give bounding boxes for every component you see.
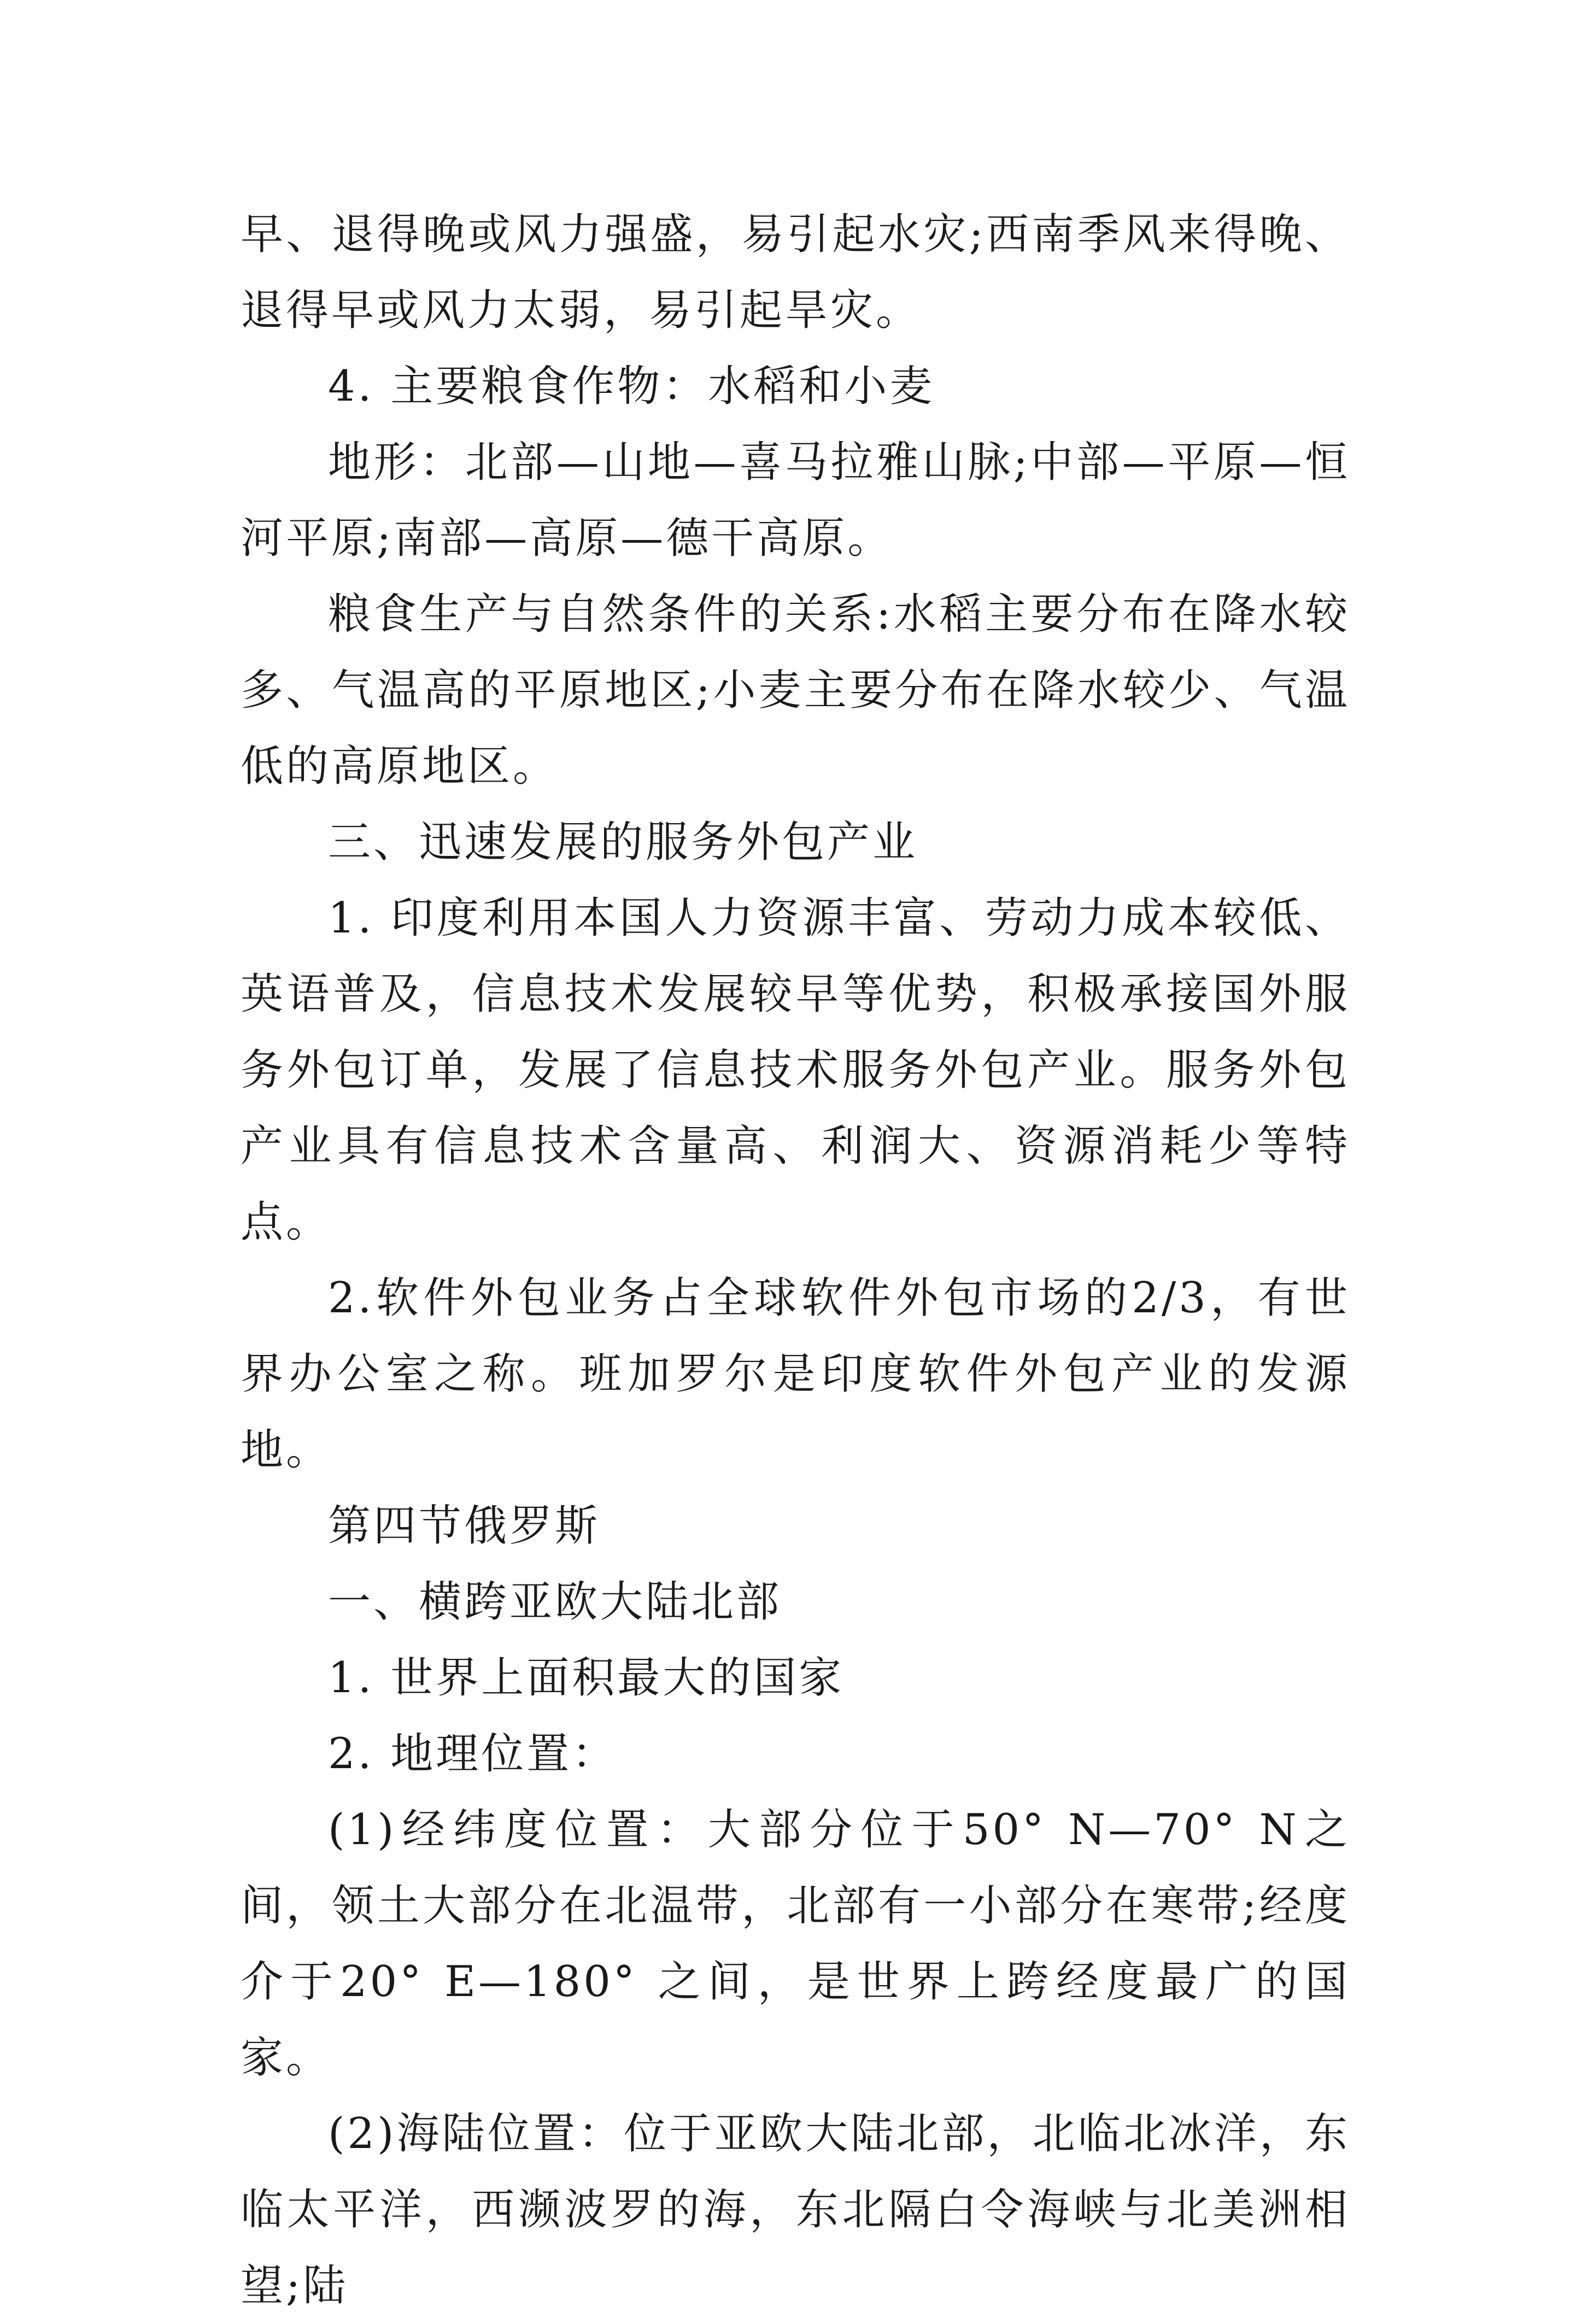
paragraph-main-crops: 4. 主要粮食作物：水稻和小麦: [328, 362, 935, 411]
heading-eurasia-north: 一、横跨亚欧大陆北部: [328, 1577, 782, 1627]
paragraph-outsourcing-advantages: 1. 印度利用本国人力资源丰富、劳动力成本较低、英语普及，信息技术发展较早等优势，积极承接国外服务外包订单，发展了信息技术服务外包产业。服务外包产业具有信息技术含量高、利润大、资源消耗少等特点。: [241, 894, 1350, 1247]
paragraph-software-outsourcing: 2.软件外包业务占全球软件外包市场的2/3，有世界办公室之称。班加罗尔是印度软件外包产业的发源地。: [241, 1273, 1350, 1475]
heading-outsourcing-industry: 三、迅速发展的服务外包产业: [328, 818, 918, 867]
paragraph-geographic-location: 2. 地理位置：: [328, 1729, 618, 1779]
paragraph-largest-country: 1. 世界上面积最大的国家: [328, 1653, 845, 1703]
paragraph-sea-land-position: (2)海陆位置：位于亚欧大陆北部，北临北冰洋，东临太平洋，西濒波罗的海，东北隔白令海峡与北美洲相望;陆: [241, 2109, 1350, 2310]
document-body: [241, 197, 1350, 2324]
heading-section-russia: 第四节俄罗斯: [328, 1501, 601, 1551]
paragraph-terrain: 地形：北部—山地—喜马拉雅山脉;中部—平原—恒河平原;南部—高原—德干高原。: [241, 438, 1350, 563]
paragraph-grain-production: 粮食生产与自然条件的关系:水稻主要分布在降水较多、气温高的平原地区;小麦主要分布在降水较少、气温低的高原地区。: [241, 590, 1350, 791]
paragraph-monsoon-disasters: 早、退得晚或风力强盛，易引起水灾;西南季风来得晚、退得早或风力太弱，易引起旱灾。: [241, 210, 1350, 335]
paragraph-latitude-longitude: (1)经纬度位置：大部分位于50° N—70° N之间，领土大部分在北温带，北部有一小部分在寒带;经度介于20° E—180° 之间，是世界上跨经度最广的国家。: [241, 1805, 1350, 2082]
